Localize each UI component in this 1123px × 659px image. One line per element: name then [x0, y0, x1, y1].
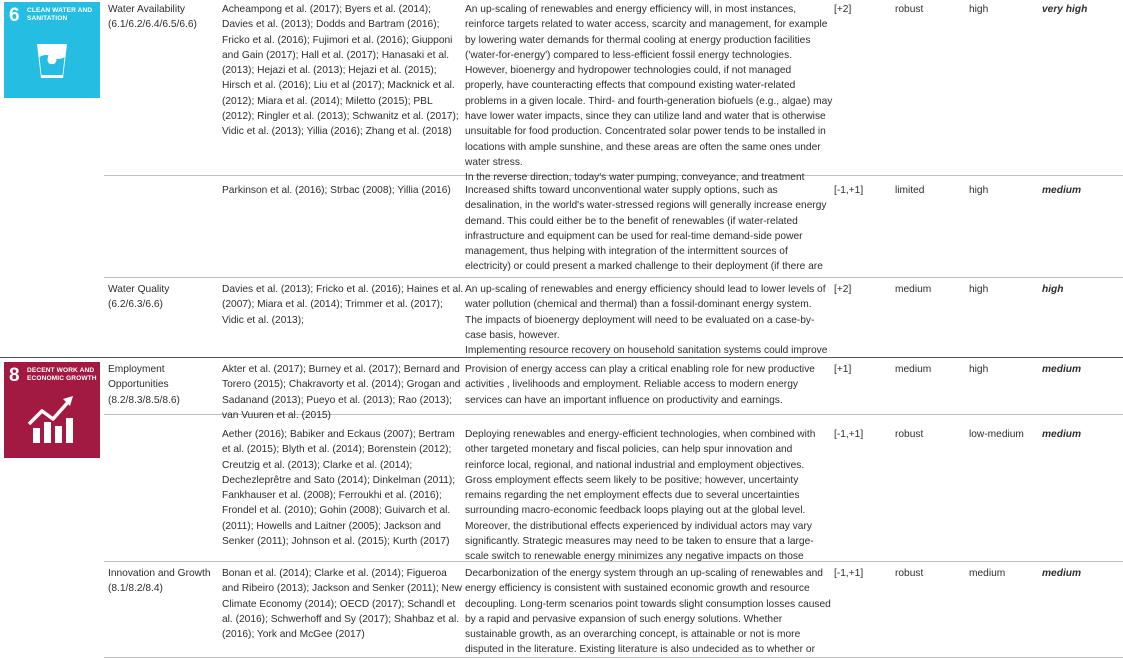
topic-cell: Innovation and Growth (8.1/8.2/8.4) — [108, 568, 211, 595]
score-cell: [+1] — [834, 364, 852, 375]
evidence-cell: robust — [895, 4, 924, 15]
references-cell: Davies et al. (2013); Fricko et al. (2016); Haines et al. (2007); Miara et al. (2014); Trimmer et al. (2017); Vidic et al. (2013); — [222, 284, 464, 326]
evidence-cell: robust — [895, 568, 924, 579]
description-cell: An up-scaling of renewables and energy efficiency will, in most instances, reinforce targets related to water access, scarcity and management, for example by lowering water demands for thermal cooling at energy production facilities ('water-for-energy') compared to less-efficient fossil energy technologies. However, bioenergy and hydropower technologies could, if not managed properly, have counteracting effects that compound existing water-related problems in a given locale. Third- and fourth-generation biofuels (e.g., algae) may have lower water impacts, since they can utilize land and water that is otherwise unsuitable for food production. Concentrated solar power tends to be installed in locations with ample sunshine, and these areas are often the same ones under water stress. In the reverse direction, today's water pumping, conveyance, and treatment — [465, 4, 833, 184]
agreement-cell: medium — [969, 568, 1006, 579]
sdg8-label: DECENT WORK AND ECONOMIC GROWTH — [27, 367, 97, 382]
evidence-cell: medium — [895, 284, 932, 295]
score-cell: [+2] — [834, 284, 852, 295]
evidence-cell: robust — [895, 429, 924, 440]
score-cell: [-1,+1] — [834, 568, 864, 579]
description-cell: Increased shifts toward unconventional water supply options, such as desalination, in the world's water-stressed regions will generally increase energy demand. This could either be to the benefit of renewables (if water-related infrastructure and equipment can be used for real-time demand-side power management, thus helping with integration of the intermittent sources of electricity) or could present a marked challenge to their deployment (if there are — [465, 185, 827, 273]
confidence-cell: medium — [1042, 568, 1082, 579]
confidence-cell: medium — [1042, 429, 1082, 440]
confidence-cell: very high — [1042, 4, 1088, 15]
references-cell: Akter et al. (2017); Burney et al. (2017); Bernard and Torero (2015); Chakravorty et al. (2014); Grogan and Sadanand (2013); Pueyo et al. (2013); Rao (2013); van Vuuren et al. (2015) — [222, 364, 461, 421]
references-cell: Parkinson et al. (2016); Strbac (2008); Yillia (2016) — [222, 185, 451, 196]
description-cell: Decarbonization of the energy system through an up-scaling of renewables and energy efficiency is consistent with sustained economic growth and resource decoupling. Long-term scenarios point towards slight consumption losses caused by a rapid and pervasive expansion of such energy solutions. Whether sustainable growth, as an overarching concept, is attainable or not is more disputed in the literature. Existing literature is also undecided as to whether or — [465, 568, 831, 656]
sdg6-tile — [4, 2, 100, 98]
topic-cell: Water Availability (6.1/6.2/6.4/6.5/6.6) — [108, 4, 197, 31]
topic-cell: Water Quality (6.2/6.3/6.6) — [108, 284, 170, 311]
references-cell: Aether (2016); Babiker and Eckaus (2007); Bertram et al. (2015); Blyth et al. (2014); Borenstein (2012); Creutzig et al. (2013); Clarke et al. (2014); Dechezleprêtre and Sato (2014); Dinkelman (2011); Fankhauser et al. (2008); Ferroukhi et al. (2016); Frondel et al. (2010); Gohin (2008); Guivarch et al. (2011); Howells and Laitner (2005); Jackson and Senker (2011); Johnson et al. (2015); Kurth (2017) — [222, 429, 456, 548]
sdg8-number: 8 — [9, 365, 20, 386]
topic-cell: Employment Opportunities (8.2/8.3/8.5/8.6) — [108, 364, 180, 406]
row-divider — [104, 277, 1123, 278]
confidence-cell: medium — [1042, 185, 1082, 196]
score-cell: [-1,+1] — [834, 429, 864, 440]
score-cell: [-1,+1] — [834, 185, 864, 196]
description-cell: Deploying renewables and energy-efficient technologies, when combined with other targeted monetary and fiscal policies, can help spur innovation and reinforce local, regional, and national industrial and employment objectives. Gross employment effects seem likely to be positive; however, uncertainty remains regarding the net employment effects due to several uncertainties surrounding macro-economic feedback loops playing out at the global level. Moreover, the distributional effects experienced by individual actors may vary significantly. Strategic measures may need to be taken to ensure that a large- scale switch to renewable energy minimizes any negative impacts on those — [465, 429, 816, 563]
confidence-cell: high — [1042, 284, 1064, 295]
confidence-cell: medium — [1042, 364, 1082, 375]
references-cell: Acheampong et al. (2017); Byers et al. (2014); Davies et al. (2013); Dodds and Bartram (2016); Fricko et al. (2016); Fujimori et al. (2016); Giupponi and Gain (2017); Hall et al. (2017); Hanasaki et al. (2013); Hejazi et al. (2013); Hejazi et al. (2015); Hirsch et al. (2016); Liu et al (2017); Macknick et al. (2012); Miara et al. (2014); Miletto (2015); PBL (2012); Ringler et al. (2013); Schwanitz et al. (2017); Vidic et al. (2013); Yillia (2016); Zhang et al. (2018) — [222, 4, 459, 138]
agreement-cell: high — [969, 185, 989, 196]
evidence-cell: limited — [895, 185, 925, 196]
description-cell: Provision of energy access can play a critical enabling role for new productive activities , livelihoods and employment. Reliable access to modern energy services can have an important influence on productivity and earnings. — [465, 364, 815, 406]
score-cell: [+2] — [834, 4, 852, 15]
agreement-cell: low-medium — [969, 429, 1024, 440]
description-cell: An up-scaling of renewables and energy efficiency should lead to lower levels of water pollution (chemical and thermal) than a fossil-dominant energy system. The impacts of bioenergy deployment will need to be evaluated on a case-by- case basis, however. Implementing resource recovery on household sanitation systems could improve — [465, 284, 828, 357]
sdg6-label: CLEAN WATER AND SANITATION — [27, 7, 93, 22]
evidence-cell: medium — [895, 364, 932, 375]
references-cell: Bonan et al. (2014); Clarke et al. (2014); Figueroa and Ribeiro (2013); Jackson and Senker (2011); New Climate Economy (2014); OECD (2017); Schandl et al. (2016); Schwerhoff and Sy (2017); Shahbaz et al. (2016); York and McGee (2017) — [222, 568, 462, 641]
agreement-cell: high — [969, 4, 989, 15]
sdg6-number: 6 — [9, 5, 20, 26]
sdg8-tile — [4, 362, 100, 458]
agreement-cell: high — [969, 284, 989, 295]
agreement-cell: high — [969, 364, 989, 375]
